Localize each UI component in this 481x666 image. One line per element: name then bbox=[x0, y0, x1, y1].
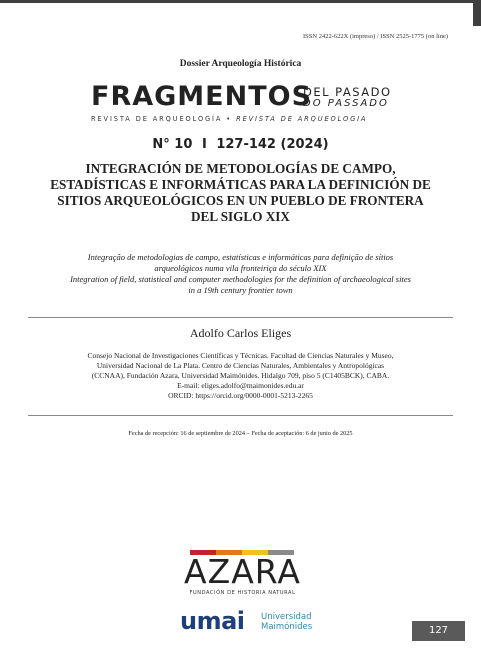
azara-wordmark: AZARA bbox=[184, 552, 301, 591]
masthead-sub-pt: REVISTA DE ARQUEOLOGIA bbox=[236, 115, 368, 123]
title-line: INTEGRACIÓN DE METODOLOGÍAS DE CAMPO, bbox=[85, 161, 396, 176]
masthead-del: DEL PASADO bbox=[303, 85, 392, 99]
subtitle-line: in a 19th century frontier town bbox=[188, 285, 293, 295]
masthead-main: FRAGMENTOS bbox=[91, 81, 313, 112]
top-bar bbox=[0, 0, 481, 26]
title-line: ESTADÍSTICAS E INFORMÁTICAS PARA LA DEFINICIÓN DE bbox=[50, 177, 431, 192]
issue-number: N° 10 bbox=[152, 137, 193, 152]
masthead-subtitle bbox=[91, 115, 367, 123]
masthead-do: DO PASSADO bbox=[303, 98, 389, 109]
author-affiliation bbox=[58, 351, 423, 401]
affiliation-line: Consejo Nacional de Investigaciones Científicas y Técnicas. Facultad de Ciencias Naturales y Museo, bbox=[87, 351, 394, 360]
journal-masthead bbox=[91, 83, 391, 125]
subtitle-line: arqueológicos numa vila fronteiriça do século XIX bbox=[154, 263, 327, 273]
divider-top bbox=[28, 317, 453, 318]
page-number: 127 bbox=[412, 621, 465, 641]
masthead-sub-es: REVISTA DE ARQUEOLOGÍA bbox=[91, 115, 223, 123]
affiliation-line: Universidad Nacional de La Plata. Centro de Ciencias Naturales, Ambientales y Antropológicas bbox=[96, 361, 385, 370]
divider-bottom bbox=[28, 415, 453, 416]
subtitle-line: Integração de metodologias de campo, estatísticas e informáticas para definição de sítios bbox=[87, 252, 394, 262]
umai-university-name bbox=[261, 612, 312, 632]
issue-info bbox=[0, 137, 481, 152]
title-line: DEL SIGLO XIX bbox=[191, 209, 290, 224]
title-line: SITIOS ARQUEOLÓGICOS EN UN PUEBLO DE FRONTERA bbox=[57, 193, 424, 208]
author-name: Adolfo Carlos Eliges bbox=[189, 326, 292, 340]
azara-logo bbox=[180, 550, 305, 600]
article-title bbox=[40, 161, 441, 225]
subtitle-line: Integration of field, statistical and computer methodologies for the definition of archaeological sites bbox=[70, 274, 411, 284]
affiliation-orcid[interactable]: ORCID: https://orcid.org/0000-0001-5213-2265 bbox=[168, 391, 313, 400]
article-subtitles bbox=[30, 252, 451, 296]
issn-text: ISSN 2422-622X (impreso) / ISSN 2525-1775 (on line) bbox=[303, 33, 448, 40]
top-bar-line bbox=[0, 0, 481, 3]
umai-uni-line-1: Universidad bbox=[261, 612, 312, 622]
masthead-sub-sep: • bbox=[222, 115, 237, 123]
umai-wordmark: umai bbox=[180, 607, 245, 635]
umai-uni-line-2: Maimónides bbox=[261, 622, 313, 632]
azara-tagline: FUNDACIÓN DE HISTORIA NATURAL bbox=[189, 590, 296, 596]
affiliation-line: (CCNAA), Fundación Azara, Universidad Maimónides. Hidalgo 709, piso 5 (C1405BCK), CABA. bbox=[91, 371, 390, 380]
top-bar-corner bbox=[473, 0, 481, 26]
dossier-label: Dossier Arqueología Histórica bbox=[179, 59, 302, 69]
issue-separator: I bbox=[201, 137, 207, 152]
umai-logo bbox=[180, 608, 340, 636]
issue-pages: 127-142 (2024) bbox=[216, 137, 329, 152]
submission-dates: Fecha de recepción: 16 de septiembre de 2024 – Fecha de aceptación: 6 de junio de 2025 bbox=[128, 430, 353, 437]
affiliation-email[interactable]: E-mail: eliges.adolfo@maimonides.edu.ar bbox=[177, 381, 304, 390]
